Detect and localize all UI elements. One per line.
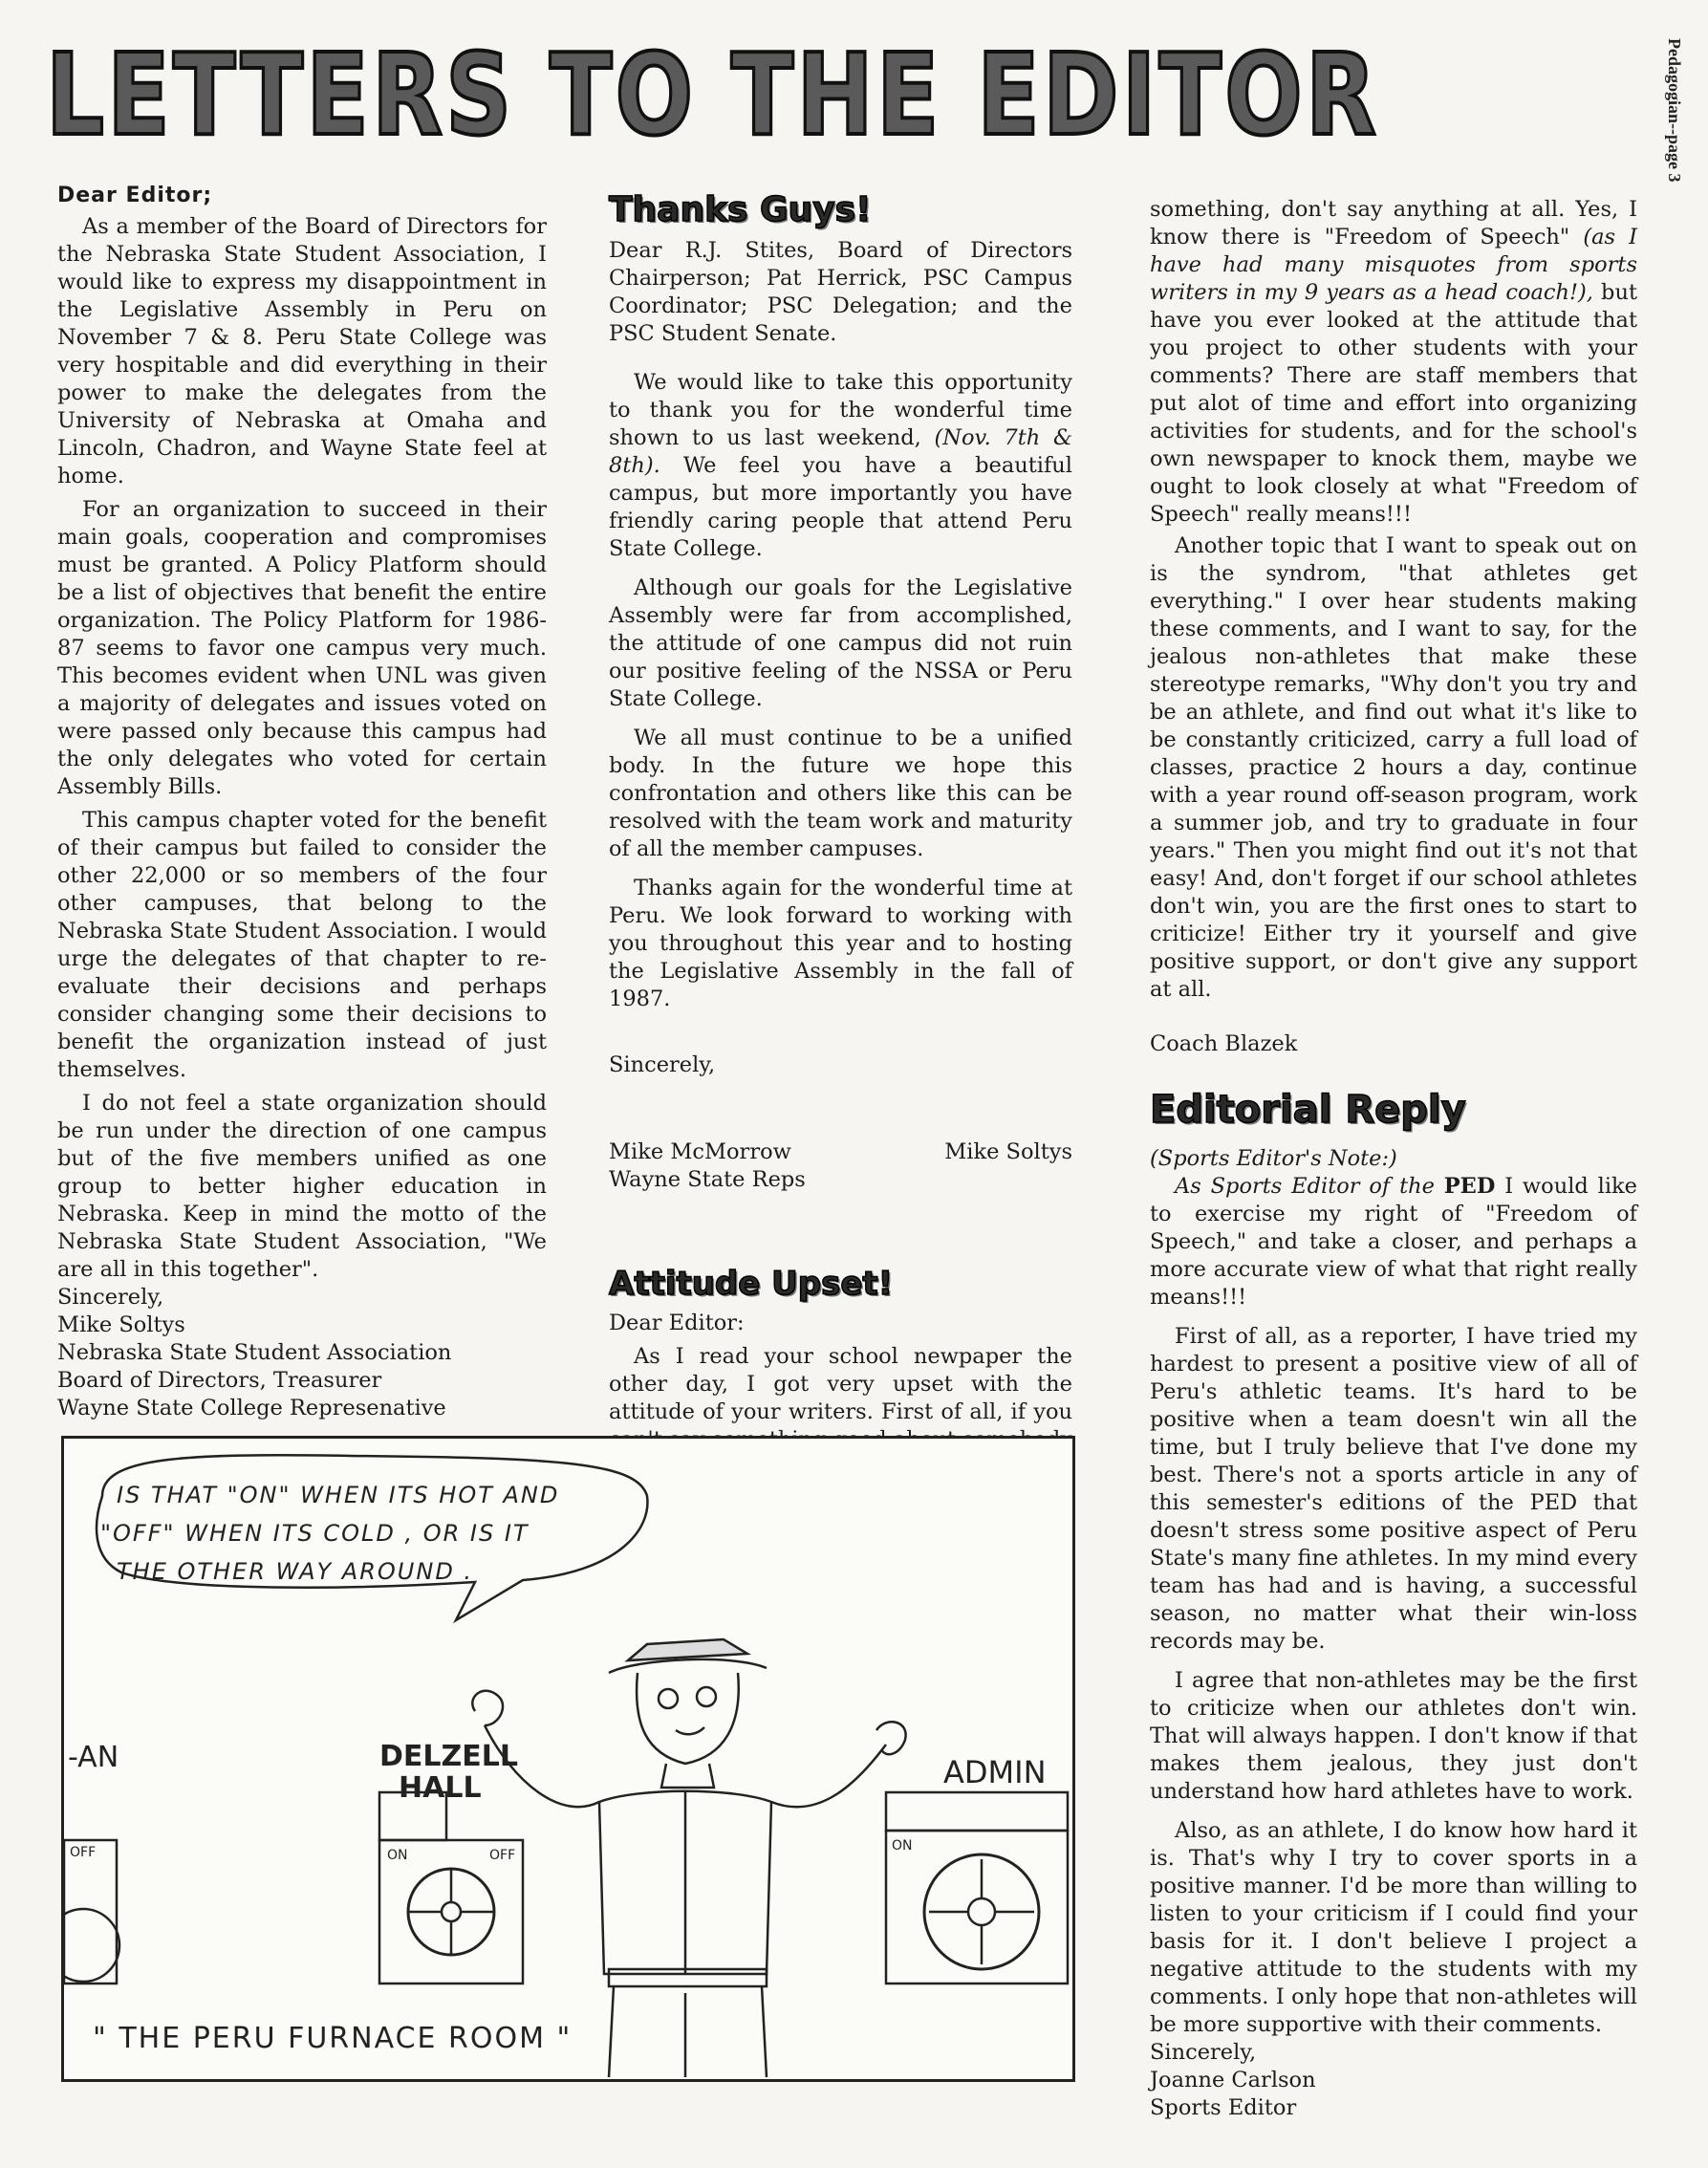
column-3 bbox=[1150, 196, 1637, 2122]
letter1-p2: For an organization to succeed in their main goals, cooperation and compromises must be granted. A Policy Platform should be a list of objectives that benefit the entire organization. The Policy Platform for 1986-87 seems to favor one campus very much. This becomes evident when UNL was given a majority of delegates and issues voted on were passed only because this campus had the only delegates who voted for certain Assembly Bills. bbox=[57, 497, 547, 799]
reply-p4: Also, as an athlete, I do know how hard it is. That's why I try to cover sports in a positive manner. I'd be more than willing to listen to your criticism if I could find your basis for it. I don't believe I project a negative attitude to the students with my comments. I only hope that non-athletes will be more supportive with their comments. bbox=[1150, 1818, 1637, 2037]
letter2-p2: Although our goals for the Legislative Assembly were far from accomplished, the attitude of one campus did not ruin our positive feeling of the NSSA or Peru State College. bbox=[609, 575, 1072, 711]
masthead-title: LETTERS TO THE EDITOR bbox=[46, 38, 1379, 153]
left-building-label: -AN bbox=[68, 1741, 119, 1774]
attitude-upset-heading: Attitude Upset! bbox=[609, 1265, 894, 1303]
reply-p1-text: I would like to exercise my right of "Freedom of Speech," and take a closer, and perhaps a more accurate view of what that right really means!!! bbox=[1150, 1174, 1637, 1310]
letter2-sig-left: Mike McMorrow bbox=[609, 1139, 791, 1164]
letter1-closing: Sincerely, bbox=[57, 1285, 164, 1310]
letter1-sig-college: Wayne State College Represenative bbox=[57, 1396, 446, 1420]
letter2-salutation: Dear R.J. Stites, Board of Directors Chairperson; Pat Herrick, PSC Campus Coordinator; PSC Delegation; and the PSC Student Senate. bbox=[609, 238, 1072, 346]
letter2-p1-text-end: We feel you have a beautiful campus, but more importantly you have friendly caring people that attend Peru State College. bbox=[609, 453, 1072, 561]
delzell-furnace bbox=[379, 1792, 523, 1984]
admin-switch-on: ON bbox=[892, 1838, 913, 1854]
reply-p1-italic: As Sports Editor of the bbox=[1175, 1174, 1444, 1199]
letter2-p3: We all must continue to be a unified body. In the future we hope this confrontation and others like this can be resolved with the team work and maturity of all the member campuses. bbox=[609, 726, 1072, 861]
letter3-p1-cont-text: something, don't say anything at all. Yes, I know there is "Freedom of Speech" bbox=[1150, 197, 1637, 249]
bubble-line-2: "OFF" WHEN ITS COLD , OR IS IT bbox=[100, 1520, 530, 1547]
delzell-switch-off: OFF bbox=[489, 1848, 516, 1863]
admin-furnace bbox=[886, 1792, 1068, 1984]
letter3-p1: As I read your school newpaper the other day, I got very upset with the attitude of your writers. First of all, if you bbox=[609, 1344, 1072, 1424]
admin-label: ADMIN bbox=[943, 1754, 1047, 1790]
letter1-p3: This campus chapter voted for the benefit of their campus but failed to consider the other 22,000 or so members of the four other campuses, that belong to the Nebraska State Student Association. I would urge the delegates of that chapter to re-evaluate their decisions and perhaps consider changing some their decisions to benefit the organization instead of just themselves. bbox=[57, 808, 547, 1082]
letter2-p1-text: We would like to take this opportunity to thank you for the wonderful time shown to us last weekend, bbox=[609, 370, 1072, 450]
letter2-p1 bbox=[609, 369, 1072, 563]
left-switch-off: OFF bbox=[70, 1845, 97, 1860]
delzell-label-1: DELZELL bbox=[379, 1740, 518, 1773]
letter2-p1-date: (Nov. 7th & 8th). bbox=[609, 425, 1073, 478]
reply-closing: Sincerely, bbox=[1150, 2040, 1257, 2065]
letter1-p4: I do not feel a state organization should be run under the direction of one campus but of the five members unified as one group to better higher education in Nebraska. Keep in mind the motto of the Nebraska State Student Association, "We are all in this together". bbox=[57, 1091, 547, 1282]
letter3-signature: Coach Blazek bbox=[1150, 1031, 1298, 1056]
delzell-label-2: HALL bbox=[399, 1771, 482, 1805]
letter1-sig-org: Nebraska State Student Association bbox=[57, 1340, 452, 1365]
letter-wayne-state bbox=[609, 190, 1073, 1482]
man-figure bbox=[472, 1639, 905, 2077]
letter2-p4: Thanks again for the wonderful time at Peru. We look forward to working with you throughout this year and to hosting the Legislative Assembly in the fall of 1987. bbox=[609, 876, 1072, 1011]
letter3-salutation: Dear Editor: bbox=[609, 1311, 745, 1335]
reply-p1-ped: PED bbox=[1443, 1174, 1496, 1199]
page-label: Pedagogian--page 3 bbox=[1665, 38, 1684, 183]
reply-p2: First of all, as a reporter, I have tried my hardest to present a positive view of all of Peru's athletic teams. It's hard to be positive when a team doesn't win all the time, but I truly believe that I've done my best. There's not a sports article in any of this semester's editions of the PED that doesn't stress some positive aspect of Peru State's many fine athletes. In my mind every team has had and is having, a successful season, no matter what their win-loss records may be. bbox=[1150, 1324, 1637, 1654]
masthead bbox=[46, 38, 1384, 153]
reply-p1 bbox=[1150, 1173, 1637, 1312]
letter2-sig-right: Mike Soltys bbox=[944, 1139, 1072, 1164]
letter-soltys bbox=[57, 182, 547, 1422]
left-building bbox=[64, 1840, 119, 1984]
letter3-p1-cont-end: but have you ever looked at the attitude that you project to other students with your comments? There are staff members that put alot of time and effort into organizing activities for students, and for the school's own newspaper to knock them, maybe we ought to look closely at what "Freedom of Speech" really means!!! bbox=[1150, 280, 1637, 527]
letter2-signatures bbox=[609, 1138, 1072, 1166]
letter1-sig-role: Board of Directors, Treasurer bbox=[57, 1368, 382, 1393]
letter2-closing: Sincerely, bbox=[609, 1052, 716, 1077]
thanks-guys-heading: Thanks Guys! bbox=[609, 190, 872, 229]
reply-sig-name: Joanne Carlson bbox=[1150, 2068, 1316, 2092]
letter3-p1-continued bbox=[1150, 196, 1637, 529]
letter3-p1-cont-italic: (as I have had many misquotes from sports writers in my 9 years as a head coach!), bbox=[1150, 225, 1637, 305]
reply-sig-role: Sports Editor bbox=[1150, 2095, 1297, 2120]
letter1-sig-name: Mike Soltys bbox=[57, 1312, 185, 1337]
letter1-p1: As a member of the Board of Directors for the Nebraska State Student Association, I would like to express my disappointment in the Legislative Assembly in Peru on November 7 & 8. Peru State College was very hospitable and did everything in their power to make the delegates from the University of Nebraska at Omaha and Lincoln, Chadron, and Wayne State feel at home. bbox=[57, 214, 547, 488]
letter2-sig-org: Wayne State Reps bbox=[609, 1167, 806, 1192]
cartoon-caption: " THE PERU FURNACE ROOM " bbox=[93, 2022, 573, 2055]
bubble-line-3: THE OTHER WAY AROUND . bbox=[117, 1558, 474, 1585]
letter1-salutation: Dear Editor; bbox=[57, 184, 213, 207]
bubble-line-1: IS THAT "ON" WHEN ITS HOT AND bbox=[117, 1482, 560, 1508]
reply-p3: I agree that non-athletes may be the first to criticize when our athletes don't win. That will always happen. I don't know if that makes them jealous, they just don't understand how hard athletes have to work. bbox=[1150, 1668, 1637, 1804]
cartoon-furnace-room bbox=[61, 1436, 1075, 2082]
reply-note: (Sports Editor's Note:) bbox=[1150, 1146, 1397, 1171]
letter3-p2: Another topic that I want to speak out on is the syndrom, "that athletes get everything." I over hear students making these comments, and I want to say, for the jealous non-athletes that make these stereotype remarks, "Why don't you try and be an athlete, and find out what it's like to be constantly criticized, carry a full load of classes, practice 2 hours a day, continue with a year round off-season program, work a summer job, and try to graduate in four years." Then you might find out it's not that easy! And, don't forget if our school athletes don't win, you are the first ones to start to criticize! Either try it yourself and give positive support, or don't give any support at all. bbox=[1150, 533, 1637, 1002]
editorial-reply-heading: Editorial Reply bbox=[1150, 1088, 1466, 1132]
delzell-switch-on: ON bbox=[387, 1848, 408, 1863]
